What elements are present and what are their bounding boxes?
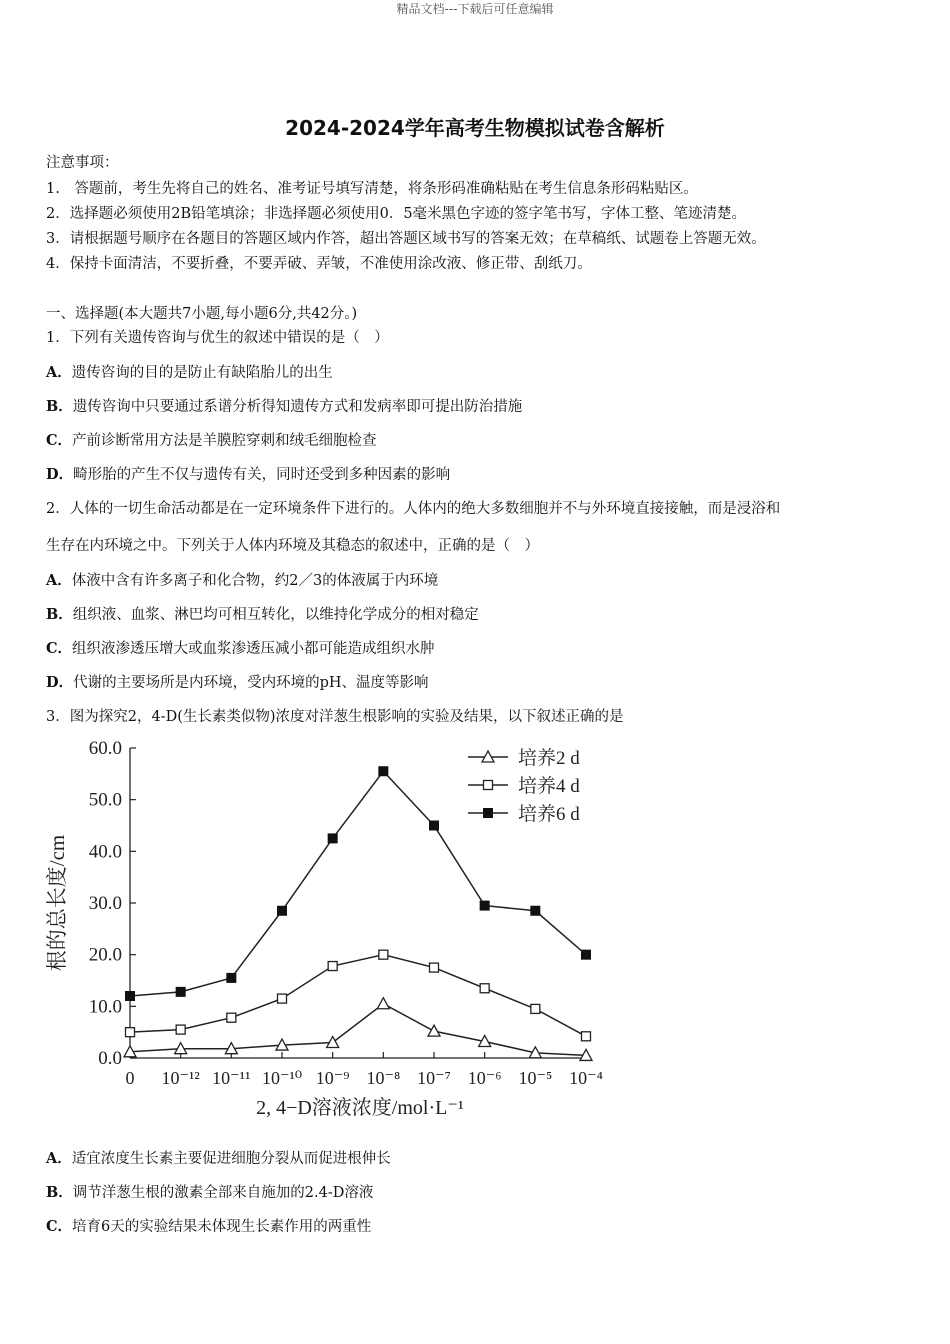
page-title: 2024-2024学年高考生物模拟试卷含解析 — [285, 116, 665, 140]
data-point-series-3 — [176, 987, 185, 996]
data-point-series-2 — [379, 950, 388, 959]
q2-option-b — [46, 603, 479, 624]
section-heading: 一、选择题(本大题共7小题,每小题6分,共42分。) — [46, 306, 358, 322]
data-point-series-3 — [582, 950, 591, 959]
question-1-stem: 1．下列有关遗传咨询与优生的叙述中错误的是（ ） — [46, 330, 389, 346]
option-text: 组织液、血浆、淋巴均可相互转化，以维持化学成分的相对稳定 — [72, 607, 479, 623]
data-point-series-2 — [176, 1025, 185, 1034]
x-tick-label: 10⁻⁶ — [467, 1068, 502, 1088]
data-point-series-3 — [379, 767, 388, 776]
root-length-line-chart — [36, 735, 636, 1120]
x-tick-label: 10⁻¹² — [161, 1068, 200, 1088]
x-tick-label: 10⁻¹¹ — [212, 1068, 251, 1088]
option-text: 体液中含有许多离子和化合物，约2／3的体液属于内环境 — [71, 573, 439, 589]
data-point-series-3 — [126, 992, 135, 1001]
legend-label: 培养2 d — [518, 748, 580, 769]
option-text: 遗传咨询中只要通过系谱分析得知遗传方式和发病率即可提出防治措施 — [72, 399, 523, 415]
q2-option-a — [46, 569, 438, 590]
option-text: 组织液渗透压增大或血浆渗透压减小都可能造成组织水肿 — [72, 641, 435, 657]
data-point-series-3 — [227, 973, 236, 982]
q3-option-a — [46, 1147, 391, 1168]
q1-option-a — [46, 361, 333, 382]
data-point-series-2 — [582, 1032, 591, 1041]
notice-item: 4．保持卡面清洁，不要折叠，不要弄破、弄皱，不准使用涂改液、修正带、刮纸刀。 — [46, 256, 592, 272]
option-text: 培育6天的实验结果未体现生长素作用的两重性 — [72, 1219, 372, 1235]
data-point-series-1 — [428, 1025, 440, 1036]
notice-heading: 注意事项： — [46, 155, 119, 171]
option-key: A． — [46, 572, 72, 589]
option-text: 畸形胎的产生不仅与遗传有关，同时还受到多种因素的影响 — [73, 467, 451, 483]
option-key: D． — [46, 466, 74, 483]
option-text: 遗传咨询的目的是防止有缺陷胎儿的出生 — [71, 365, 333, 381]
data-point-series-2 — [430, 963, 439, 972]
option-key: C． — [46, 640, 73, 657]
option-key: D． — [46, 674, 74, 691]
x-tick-label: 10⁻¹⁰ — [261, 1068, 303, 1088]
data-point-series-2 — [126, 1028, 135, 1037]
data-point-series-3 — [531, 906, 540, 915]
notice-item: 1. 答题前，考生先将自己的姓名、准考证号填写清楚，将条形码准确粘贴在考生信息条形码粘贴区。 — [46, 181, 698, 197]
option-text: 产前诊断常用方法是羊膜腔穿刺和绒毛细胞检查 — [72, 433, 377, 449]
q3-option-b — [46, 1181, 373, 1202]
legend-marker — [484, 781, 493, 790]
notice-item: 3．请根据题号顺序在各题目的答题区域内作答，超出答题区域书写的答案无效；在草稿纸、试题卷上答题无效。 — [46, 231, 766, 247]
question-2-stem: 2．人体的一切生命活动都是在一定环境条件下进行的。人体内的绝大多数细胞并不与外环境直接接触，而是浸浴和 — [46, 501, 781, 517]
y-axis-label: 根的总长度/cm — [45, 834, 69, 972]
series-line-1 — [130, 1004, 586, 1056]
question-2-stem-continued: 生存在内环境之中。下列关于人体内环境及其稳态的叙述中，正确的是（ ） — [46, 538, 539, 554]
q1-option-d — [46, 463, 450, 484]
y-tick-label: 30.0 — [88, 893, 122, 914]
option-key: A． — [46, 1150, 72, 1167]
notice-item: 2．选择题必须使用2B铅笔填涂；非选择题必须使用0．5毫米黑色字迹的签字笔书写，字体工整、笔迹清楚。 — [46, 206, 747, 222]
option-key: B． — [46, 398, 73, 415]
x-tick-label: 10⁻⁷ — [417, 1068, 451, 1088]
option-key: B． — [46, 1184, 73, 1201]
data-point-series-3 — [278, 906, 287, 915]
legend-marker — [484, 809, 493, 818]
option-key: A． — [46, 364, 72, 381]
y-tick-label: 10.0 — [88, 996, 122, 1018]
option-key: C． — [46, 432, 73, 449]
option-text: 调节洋葱生根的激素全部来自施加的2.4-D溶液 — [72, 1185, 374, 1201]
y-tick-label: 0.0 — [98, 1048, 122, 1069]
data-point-series-2 — [227, 1013, 236, 1022]
data-point-series-3 — [480, 901, 489, 910]
question-3-stem: 3．图为探究2，4-D(生长素类似物)浓度对洋葱生根影响的实验及结果，以下叙述正确的是 — [46, 709, 624, 725]
x-tick-label: 10⁻⁴ — [569, 1068, 603, 1088]
data-point-series-3 — [430, 821, 439, 830]
y-tick-label: 20.0 — [88, 944, 122, 966]
x-axis-label: 2, 4−D溶液浓度/mol·L⁻¹ — [256, 1097, 464, 1119]
data-point-series-2 — [531, 1004, 540, 1013]
data-point-series-2 — [278, 994, 287, 1003]
q1-option-c — [46, 429, 377, 450]
y-tick-label: 60.0 — [88, 738, 122, 759]
q1-option-b — [46, 395, 522, 416]
data-point-series-1 — [377, 998, 389, 1009]
option-text: 代谢的主要场所是内环境，受内环境的pH、温度等影响 — [73, 675, 429, 691]
x-tick-label: 10⁻⁸ — [366, 1068, 401, 1088]
data-point-series-3 — [328, 834, 337, 843]
header-note: 精品文档---下载后可任意编辑 — [396, 2, 554, 16]
legend-label: 培养4 d — [518, 776, 580, 797]
option-key: B． — [46, 606, 73, 623]
legend-label: 培养6 d — [518, 804, 580, 825]
x-tick-label: 10⁻⁹ — [315, 1068, 350, 1088]
q3-option-c — [46, 1215, 371, 1236]
q2-option-d — [46, 671, 429, 692]
y-tick-label: 50.0 — [88, 789, 122, 811]
x-tick-label: 10⁻⁵ — [518, 1068, 553, 1088]
option-text: 适宜浓度生长素主要促进细胞分裂从而促进根伸长 — [71, 1151, 391, 1167]
y-tick-label: 40.0 — [88, 841, 122, 863]
data-point-series-2 — [328, 962, 337, 971]
x-tick-label: 0 — [125, 1068, 135, 1088]
q2-option-c — [46, 637, 435, 658]
option-key: C． — [46, 1218, 73, 1235]
data-point-series-2 — [480, 984, 489, 993]
